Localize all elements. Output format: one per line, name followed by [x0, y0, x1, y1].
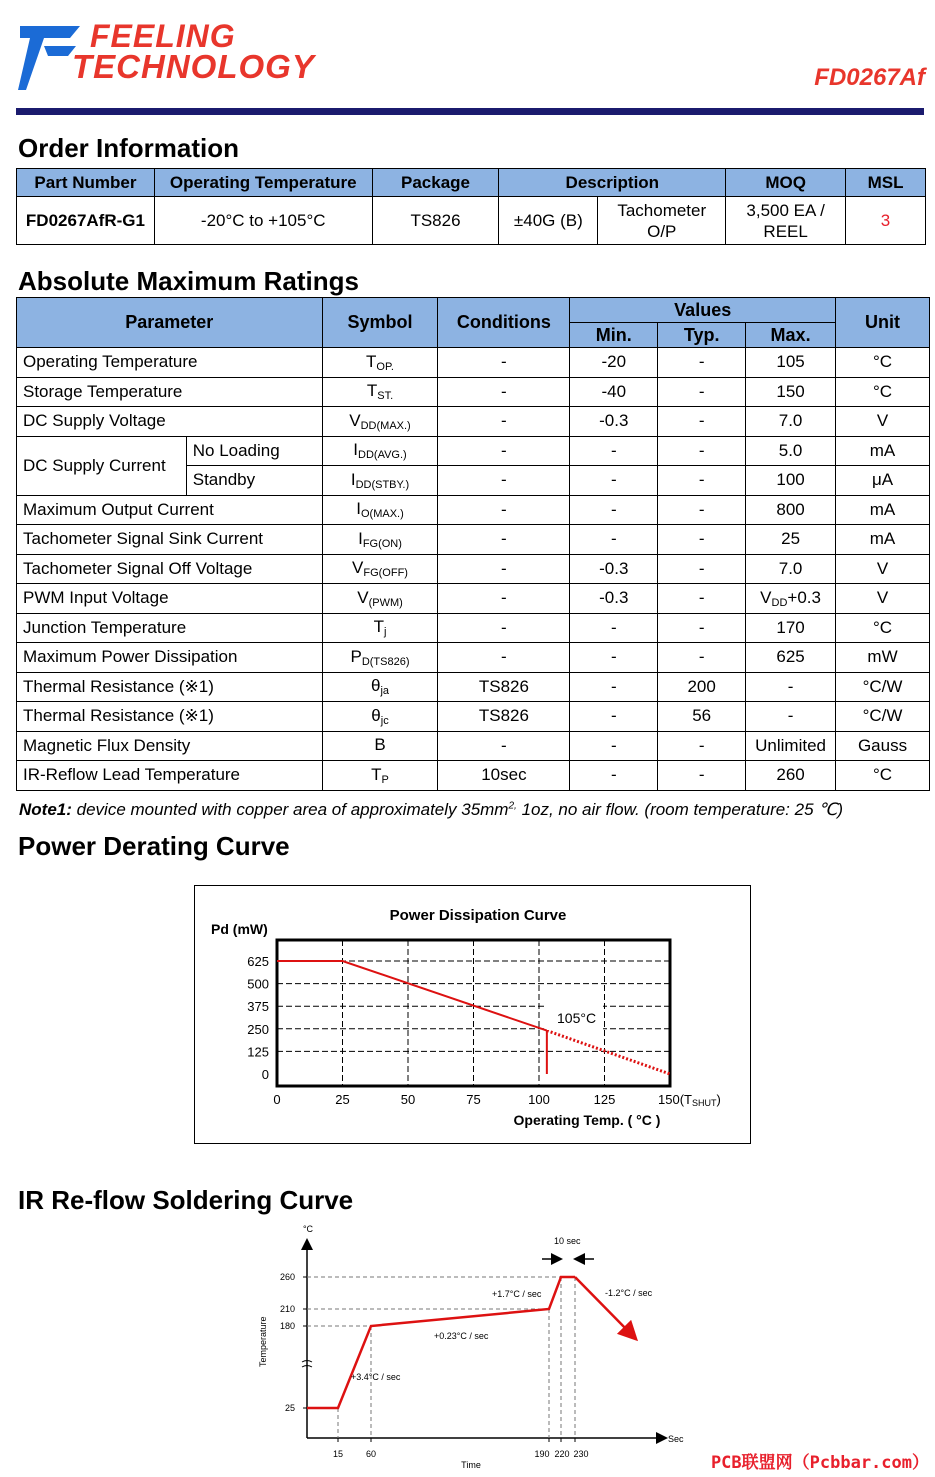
min-cell: -40 — [570, 377, 658, 407]
symbol-cell — [322, 584, 438, 614]
symbol-subscript: j — [383, 626, 387, 639]
min-cell: - — [570, 761, 658, 791]
header-cell: MSL — [846, 169, 926, 197]
symbol-subscript: jc — [380, 714, 389, 727]
sub-parameter-cell: Standby — [186, 466, 322, 496]
max-value: - — [787, 706, 794, 726]
header-divider — [16, 108, 924, 115]
symbol-subscript: OP. — [376, 360, 394, 373]
max-cell — [746, 436, 836, 466]
unit-cell: mA — [836, 436, 930, 466]
note-tail: 1oz, no air flow. (room temperature: 25 ℃) — [521, 800, 844, 819]
symbol-cell — [322, 348, 438, 378]
table-row — [17, 643, 930, 673]
typ-cell: - — [658, 466, 746, 496]
symbol-subscript: ST. — [377, 390, 394, 403]
table-row — [17, 554, 930, 584]
max-cell — [746, 554, 836, 584]
max-cell — [746, 407, 836, 437]
symbol-cell — [322, 643, 438, 673]
x-tick-label: 0 — [273, 1092, 281, 1107]
x-tick-label: 100 — [528, 1092, 550, 1107]
header-cell: Description — [499, 169, 726, 197]
parameter-cell: Magnetic Flux Density — [17, 731, 323, 761]
conditions-cell: TS826 — [438, 702, 570, 732]
symbol-cell — [322, 613, 438, 643]
max-value: Unlimited — [755, 735, 826, 755]
y-axis-label: Pd (mW) — [211, 921, 268, 937]
min-cell: -0.3 — [570, 554, 658, 584]
max-cell — [746, 761, 836, 791]
symbol-subscript: FG(OFF) — [363, 567, 408, 580]
typ-cell: - — [658, 643, 746, 673]
peak-duration: 10 sec — [554, 1236, 581, 1246]
power-dissipation-chart — [194, 885, 751, 1144]
min-cell: -0.3 — [570, 584, 658, 614]
description-field: ±40G (B) — [499, 197, 598, 245]
header-cell: Part Number — [17, 169, 155, 197]
min-cell: - — [570, 672, 658, 702]
symbol-main: T — [371, 764, 382, 784]
document-code: FD0267Af — [814, 64, 925, 91]
unit-cell: °C — [836, 613, 930, 643]
symbol-subscript: DD(STBY.) — [355, 478, 410, 491]
symbol-subscript: P — [381, 773, 389, 786]
parameter-cell: Thermal Resistance (※1) — [17, 702, 323, 732]
unit-cell: Gauss — [836, 731, 930, 761]
header-cell: Values — [570, 298, 836, 323]
min-cell: - — [570, 731, 658, 761]
typ-cell: - — [658, 731, 746, 761]
symbol-cell — [322, 554, 438, 584]
max-value: 150 — [776, 381, 805, 401]
max-value: V — [760, 587, 772, 607]
soak-rate: +0.23°C / sec — [434, 1331, 489, 1341]
max-value: 105 — [776, 352, 805, 372]
typ-cell: - — [658, 495, 746, 525]
symbol-main: T — [366, 381, 378, 401]
unit-cell: mA — [836, 525, 930, 555]
unit-cell: V — [836, 407, 930, 437]
min-cell: - — [570, 466, 658, 496]
msl: 3 — [846, 197, 926, 245]
logo-text-line2: TECHNOLOGY — [72, 48, 315, 85]
table-row — [17, 613, 930, 643]
chart-title: Power Dissipation Curve — [389, 907, 567, 924]
x-tick-label: 230 — [573, 1449, 589, 1459]
parameter-cell: Storage Temperature — [17, 377, 323, 407]
max-value: 7.0 — [778, 411, 803, 431]
table-row — [17, 495, 930, 525]
operating-temperature: -20°C to +105°C — [154, 197, 372, 245]
max-value: - — [787, 676, 794, 696]
typ-cell: - — [658, 436, 746, 466]
symbol-main: θ — [370, 676, 381, 696]
typ-cell: 56 — [658, 702, 746, 732]
y-tick-label: 0 — [261, 1067, 269, 1082]
y-tick-label: 260 — [279, 1272, 295, 1282]
symbol-subscript: D(TS826) — [361, 655, 410, 668]
ratings-header-row — [17, 298, 930, 323]
max-cell — [746, 613, 836, 643]
max-cell — [746, 495, 836, 525]
table-row — [17, 436, 930, 466]
header-cell: Parameter — [17, 298, 323, 348]
table-row — [17, 731, 930, 761]
ratings-title: Absolute Maximum Ratings — [18, 266, 359, 296]
order-table — [16, 168, 926, 245]
typ-cell: - — [658, 407, 746, 437]
conditions-cell: - — [438, 407, 570, 437]
symbol-main: I — [356, 499, 361, 519]
unit-cell: °C/W — [836, 672, 930, 702]
cooling-rate: -1.2°C / sec — [605, 1288, 653, 1298]
parameter-cell: Operating Temperature — [17, 348, 323, 378]
max-cell — [746, 643, 836, 673]
max-suffix: +0.3 — [787, 587, 821, 607]
max-cell — [746, 348, 836, 378]
max-cell — [746, 672, 836, 702]
min-cell: - — [570, 643, 658, 673]
parameter-cell: Tachometer Signal Sink Current — [17, 525, 323, 555]
symbol-main: V — [352, 558, 364, 578]
ramp-up-rate: +3.4°C / sec — [351, 1372, 401, 1382]
conditions-cell: - — [438, 495, 570, 525]
table-row — [17, 584, 930, 614]
header-cell: Min. — [570, 323, 658, 348]
sub-parameter-cell: No Loading — [186, 436, 322, 466]
header-cell: Symbol — [322, 298, 438, 348]
power-dissipation-chart-svg — [195, 886, 750, 1143]
parameter-cell: PWM Input Voltage — [17, 584, 323, 614]
x-axis-label: Operating Temp. ( °C ) — [513, 1112, 661, 1128]
unit-cell: °C/W — [836, 702, 930, 732]
conditions-cell: TS826 — [438, 672, 570, 702]
note-superscript: 2, — [508, 800, 517, 812]
ramp-peak-rate: +1.7°C / sec — [492, 1289, 542, 1299]
reflow-chart — [250, 1222, 700, 1472]
symbol-main: θ — [371, 705, 381, 725]
symbol-cell — [322, 436, 438, 466]
max-cell — [746, 584, 836, 614]
note-label: Note1: — [19, 800, 72, 819]
min-cell: - — [570, 436, 658, 466]
description-output: Tachometer O/P — [598, 197, 726, 245]
header-cell: Typ. — [658, 323, 746, 348]
conditions-cell: - — [438, 643, 570, 673]
typ-cell: - — [658, 525, 746, 555]
parameter-cell: Junction Temperature — [17, 613, 323, 643]
y-unit-label: °C — [302, 1224, 314, 1234]
symbol-cell — [322, 731, 438, 761]
parameter-cell: IR-Reflow Lead Temperature — [17, 761, 323, 791]
table-row — [17, 407, 930, 437]
symbol-subscript: DD(AVG.) — [358, 449, 407, 462]
order-header-row — [17, 169, 926, 197]
typ-cell: - — [658, 761, 746, 791]
symbol-main: T — [366, 351, 377, 371]
unit-cell: °C — [836, 761, 930, 791]
table-row — [17, 348, 930, 378]
symbol-subscript: ja — [380, 685, 390, 698]
max-value: 25 — [781, 529, 801, 549]
conditions-cell: - — [438, 348, 570, 378]
y-tick-label: 180 — [279, 1321, 295, 1331]
symbol-subscript: DD(MAX.) — [360, 419, 411, 432]
unit-cell: °C — [836, 377, 930, 407]
symbol-cell — [322, 525, 438, 555]
y-tick-label: 125 — [247, 1044, 269, 1060]
header-cell: MOQ — [726, 169, 846, 197]
typ-cell: - — [658, 554, 746, 584]
note-text: device mounted with copper area of approximately 35mm — [76, 800, 509, 819]
unit-cell: mA — [836, 495, 930, 525]
conditions-cell: - — [438, 377, 570, 407]
symbol-main: I — [358, 528, 363, 548]
parameter-cell: Tachometer Signal Off Voltage — [17, 554, 323, 584]
header-cell: Unit — [836, 298, 930, 348]
ratings-table — [16, 297, 930, 791]
logo-text-line1: FEELING — [90, 18, 236, 54]
x-tick-label: 125 — [593, 1092, 616, 1107]
min-cell: -20 — [570, 348, 658, 378]
parameter-cell: DC Supply Current — [17, 436, 187, 495]
unit-cell: °C — [836, 348, 930, 378]
table-row — [17, 761, 930, 791]
conditions-cell: - — [438, 554, 570, 584]
x-tick-label: 150(TSHUT) — [658, 1092, 721, 1108]
y-tick-label: 625 — [247, 954, 269, 969]
max-cell — [746, 377, 836, 407]
symbol-main: I — [350, 469, 356, 489]
conditions-cell: 10sec — [438, 761, 570, 791]
max-value: 625 — [776, 647, 805, 667]
min-cell: - — [570, 702, 658, 732]
y-tick-label: 250 — [247, 1021, 269, 1037]
symbol-cell — [322, 407, 438, 437]
package: TS826 — [372, 197, 499, 245]
unit-cell: mW — [836, 643, 930, 673]
company-logo — [16, 18, 316, 94]
y-tick-label: 375 — [247, 999, 269, 1015]
x-tick-label: 50 — [400, 1092, 416, 1107]
x-tick-label: 25 — [335, 1092, 350, 1107]
min-cell: - — [570, 613, 658, 643]
unit-cell: V — [836, 554, 930, 584]
part-number: FD0267AfR-G1 — [17, 197, 155, 245]
typ-cell: - — [658, 348, 746, 378]
x-unit-label: Sec — [668, 1434, 684, 1444]
typ-cell: - — [658, 584, 746, 614]
conditions-cell: - — [438, 584, 570, 614]
max-value: 170 — [776, 617, 805, 637]
y-tick-label: 25 — [284, 1403, 295, 1413]
parameter-cell: Maximum Output Current — [17, 495, 323, 525]
typ-cell: 200 — [658, 672, 746, 702]
chart-annotation: 105°C — [557, 1010, 597, 1026]
y-axis-label: Temperature — [258, 1316, 268, 1367]
parameter-cell: Maximum Power Dissipation — [17, 643, 323, 673]
symbol-main: T — [373, 617, 384, 637]
symbol-cell — [322, 702, 438, 732]
table-row — [17, 377, 930, 407]
unit-cell: V — [836, 584, 930, 614]
parameter-cell: Thermal Resistance (※1) — [17, 672, 323, 702]
order-row — [17, 197, 926, 245]
conditions-cell: - — [438, 525, 570, 555]
symbol-subscript: O(MAX.) — [360, 508, 404, 521]
symbol-main: V — [357, 587, 369, 607]
max-value: 100 — [776, 470, 805, 490]
parameter-cell: DC Supply Voltage — [17, 407, 323, 437]
table-row — [17, 525, 930, 555]
header-cell: Conditions — [438, 298, 570, 348]
x-tick-label: 15 — [332, 1449, 344, 1459]
x-tick-label: 220 — [554, 1449, 570, 1459]
max-cell — [746, 702, 836, 732]
footnote — [19, 800, 843, 820]
watermark: PCB联盟网（Pcbbar.com） — [710, 1453, 929, 1473]
y-tick-label: 500 — [247, 976, 269, 992]
max-cell — [746, 731, 836, 761]
reflow-curve-title: IR Re-flow Soldering Curve — [18, 1185, 354, 1215]
y-tick-label: 210 — [279, 1304, 295, 1314]
symbol-main: V — [349, 410, 361, 430]
symbol-cell — [322, 495, 438, 525]
header-cell: Max. — [746, 323, 836, 348]
min-cell: -0.3 — [570, 407, 658, 437]
x-tick-label: 75 — [466, 1092, 481, 1107]
symbol-cell — [322, 761, 438, 791]
conditions-cell: - — [438, 613, 570, 643]
symbol-cell — [322, 672, 438, 702]
symbol-main: P — [350, 646, 362, 666]
max-cell — [746, 525, 836, 555]
header-cell: Package — [372, 169, 499, 197]
typ-cell: - — [658, 613, 746, 643]
table-row — [17, 672, 930, 702]
x-tick-label: 190 — [534, 1449, 550, 1459]
order-info-title: Order Information — [18, 133, 240, 163]
power-curve-title: Power Derating Curve — [18, 831, 290, 861]
symbol-cell — [322, 466, 438, 496]
table-row — [17, 702, 930, 732]
max-subscript: DD — [771, 596, 788, 609]
max-cell — [746, 466, 836, 496]
symbol-cell — [322, 377, 438, 407]
symbol-subscript: FG(ON) — [362, 537, 402, 550]
series-line-solid — [277, 961, 547, 1031]
header-cell: Operating Temperature — [154, 169, 372, 197]
moq: 3,500 EA / REEL — [726, 197, 846, 245]
symbol-main: B — [374, 735, 386, 755]
max-value: 5.0 — [778, 440, 803, 460]
typ-cell: - — [658, 377, 746, 407]
conditions-cell: - — [438, 466, 570, 496]
max-value: 800 — [776, 499, 805, 519]
symbol-main: I — [353, 440, 359, 460]
x-axis-label: Time — [461, 1460, 481, 1470]
cooling-line — [575, 1277, 631, 1334]
max-value: 260 — [776, 765, 805, 785]
max-value: 7.0 — [778, 558, 803, 578]
series-line-dashed — [547, 1031, 670, 1074]
conditions-cell: - — [438, 731, 570, 761]
min-cell: - — [570, 495, 658, 525]
x-tick-label: 60 — [365, 1449, 377, 1459]
conditions-cell: - — [438, 436, 570, 466]
unit-cell: μA — [836, 466, 930, 496]
min-cell: - — [570, 525, 658, 555]
symbol-subscript: (PWM) — [368, 596, 403, 609]
